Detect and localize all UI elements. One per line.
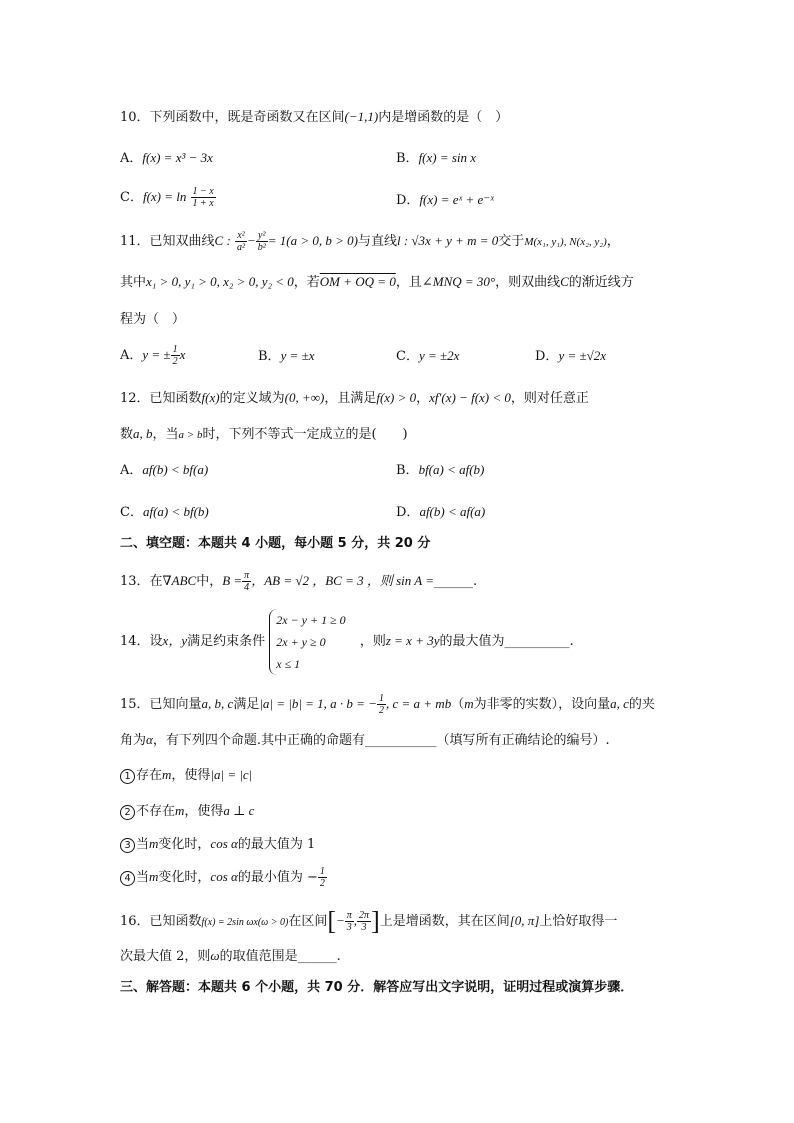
q10-option-d: D．f(x) = eˣ + e⁻ˣ (396, 192, 494, 208)
q10-option-b: B．f(x) = sin x (396, 150, 477, 166)
constraint-system: 2x − y + 1 ≥ 0 2x + y ≥ 0 x ≤ 1 (269, 609, 345, 675)
q15-item-2: 2 不存在m，使得a ⊥ c (120, 801, 254, 822)
section-fill-in-heading: 二、填空题：本题共 4 小题，每小题 5 分，共 20 分 (120, 536, 431, 551)
fraction: $\frac{1 - x}{1 + x}$ (192, 186, 214, 209)
q15-item-4: 4 当m变化时，cos α的最小值为 − $\frac{1}{2}$ (120, 866, 327, 889)
circled-number-4: 4 (120, 871, 135, 886)
q15-item-1: 1 存在m，使得|a| = |c| (120, 765, 252, 786)
q12-stem-line1: 12．已知函数f(x)的定义域为(0, +∞)，且满足f(x) > 0，xf′(x) − f(x) < 0，则对任意正 (120, 390, 589, 406)
q10-option-a: A．f(x) = x³ − 3x (120, 150, 213, 166)
fraction: $\frac{\pi}{4}$ (244, 570, 250, 593)
section-answer-heading: 三、解答题：本题共 6 个小题，共 70 分．解答应写出文字说明，证明过程或演算步骤． (120, 980, 634, 995)
q15-item-3: 3 当m变化时，cos α的最大值为 1 (120, 834, 315, 855)
q16-stem-line1: 16．已知函数f(x) = 2sin ωx(ω > 0)在区间[− $\frac{\pi}{3}$ , $\frac{2\pi}{3}$ ]上是增函数，其在区间[0, π]上恰好取得一 (120, 906, 618, 936)
circled-number-3: 3 (120, 838, 135, 853)
circled-number-1: 1 (120, 769, 135, 784)
q12-option-c: C．af(a) < bf(b) (120, 504, 209, 520)
fraction: $\frac{\text{x²}}{\text{a²}}$ (236, 230, 245, 253)
q12-option-d: D．af(b) < af(a) (396, 504, 486, 520)
vector-expression: OM + OQ = 0 (319, 274, 396, 289)
q10-option-c: C．f(x) = ln $\frac{1 - x}{1 + x}$ (120, 186, 214, 209)
fraction: $\frac{\pi}{3}$ (346, 910, 352, 933)
answer-blank: ______. (434, 574, 478, 589)
q15-stem-line2: 角为α，有下列四个命题.其中正确的命题有___________（填写所有正确结论的编号）. (120, 732, 610, 748)
fraction: $\frac{1}{2}$ (378, 693, 384, 716)
fraction: $\frac{1}{2}$ (172, 344, 178, 367)
q11-option-b: B．y = ±x (258, 348, 315, 364)
q16-stem-line2: 次最大值 2，则ω的取值范围是______. (120, 948, 341, 964)
q11-option-a: A．y = ± $\frac{1}{2}$ x (120, 344, 186, 367)
q11-stem-line2: 其中x₁ > 0, y₁ > 0, x₂ > 0, y₂ < 0，若OM + OQ = 0，且∠MNQ = 30°，则双曲线C的渐近线方 (120, 274, 634, 290)
q15-stem-line1: 15．已知向量a, b, c满足|a| = |b| = 1, a · b = − $\frac{1}{2}$ , c = a + mb（m为非零的实数），设向量a, c的夹 (120, 693, 655, 716)
q11-option-c: C．y = ±2x (396, 348, 460, 364)
fraction: $\frac{\text{y²}}{\text{b²}}$ (257, 230, 266, 253)
q12-option-b: B．bf(a) < af(b) (396, 462, 485, 478)
q10-stem: 10．下列函数中，既是奇函数又在区间(−1,1)内是增函数的是（ ） (120, 109, 509, 125)
q13-stem: 13．在∇ABC中，B = $\frac{\pi}{4}$ ，AB = √2 ，BC = 3 ，则 sin A =______. (120, 570, 478, 593)
q11-stem-line3: 程为（ ） (120, 312, 186, 327)
q11-option-d: D．y = ±√2x (535, 348, 607, 364)
q14-stem: 14．设x，y满足约束条件 2x − y + 1 ≥ 0 2x + y ≥ 0 x ≤ 1 ，则z = x + 3y的最大值为__________. (120, 608, 574, 675)
fraction: $\frac{1}{2}$ (319, 866, 325, 889)
q12-option-a: A．af(b) < bf(a) (120, 462, 209, 478)
fraction: $\frac{2\pi}{3}$ (359, 910, 370, 933)
q12-stem-line2: 数a, b，当a > b时，下列不等式一定成立的是( ) (120, 426, 408, 442)
q11-stem-line1: 11．已知双曲线C : $\frac{\text{x²}}{\text{a²}}$ − $\frac{\text{y²}}{\text{b²}}$ = 1(a > 0, b > 0)与直线l : √3x + y + m = 0交于M(x₁, y₁), N(x₂, y₂)， (120, 230, 620, 253)
circled-number-2: 2 (120, 805, 135, 820)
